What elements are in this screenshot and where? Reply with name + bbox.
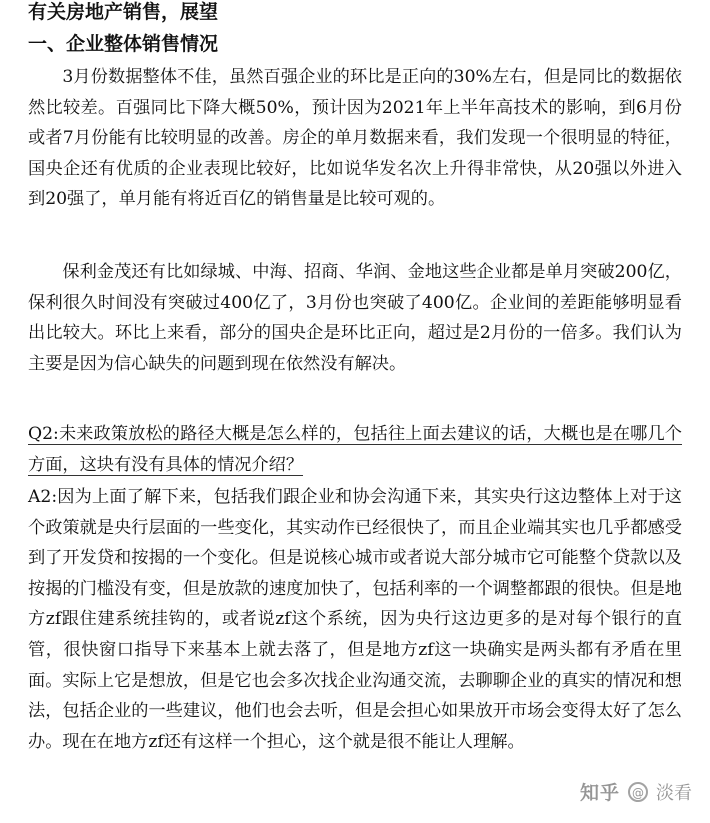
watermark-user: 淡看 — [656, 782, 692, 804]
paragraph-sales-overview: 3月份数据整体不佳，虽然百强企业的环比是正向的30%左右，但是同比的数据依然比较差。百强同比下降大概50%，预计因为2021年上半年高技术的影响，到6月份或者7月份能有比较明显的改善。房企的单月数据来看，我们发现一个很明显的特征，国央企还有优质的企业表现比较好，比如说华发名次上升得非常快，从20强以外进入到20强了，单月能有将近百亿的销售量是比较可观的。 — [28, 67, 682, 210]
section-heading: 一、企业整体销售情况 — [28, 33, 219, 55]
at-icon: @ — [628, 782, 648, 802]
zhihu-watermark — [580, 778, 692, 805]
document-title: 有关房地产销售，展望 — [28, 1, 219, 23]
paragraph-company-sales: 保利金茂还有比如绿城、中海、招商、华润、金地这些企业都是单月突破200亿，保利很久时间没有突破过400亿了，3月份也突破了400亿。企业间的差距能够明显看出比较大。环比上来看，部分的国央企是环比正向，超过是2月份的一倍多。我们认为主要是因为信心缺失的问题到现在依然没有解决。 — [28, 262, 682, 374]
watermark-brand: 知乎 — [579, 782, 620, 804]
answer-2: A2:因为上面了解下来，包括我们跟企业和协会沟通下来，其实央行这边整体上对于这个政策就是央行层面的一些变化，其实动作已经很快了，而且企业端其实也几乎都感受到了开发贷和按揭的一个变化。但是说核心城市或者说大部分城市它可能整个贷款以及按揭的门槛没有变，但是放款的速度加快了，包括利率的一个调整都跟的很快。但是地方zf跟住建系统挂钩的，或者说zf这个系统，因为央行这边更多的是对每个银行的直管，很快窗口指导下来基本上就去落了，但是地方zf这一块确实是两头都有矛盾在里面。实际上它是想放，但是它也会多次找企业沟通交流，去聊聊企业的真实的情况和想法，包括企业的一些建议，他们也会去听，但是会担心如果放开市场会变得太好了怎么办。现在在地方zf还有这样一个担心，这个就是很不能让人理解。 — [28, 487, 682, 752]
question-2-text: Q2:未来政策放松的路径大概是怎么样的，包括往上面去建议的话，大概也是在哪几个方面，这块有没有具体的情况介绍？ — [28, 424, 682, 475]
question-2 — [28, 419, 682, 480]
